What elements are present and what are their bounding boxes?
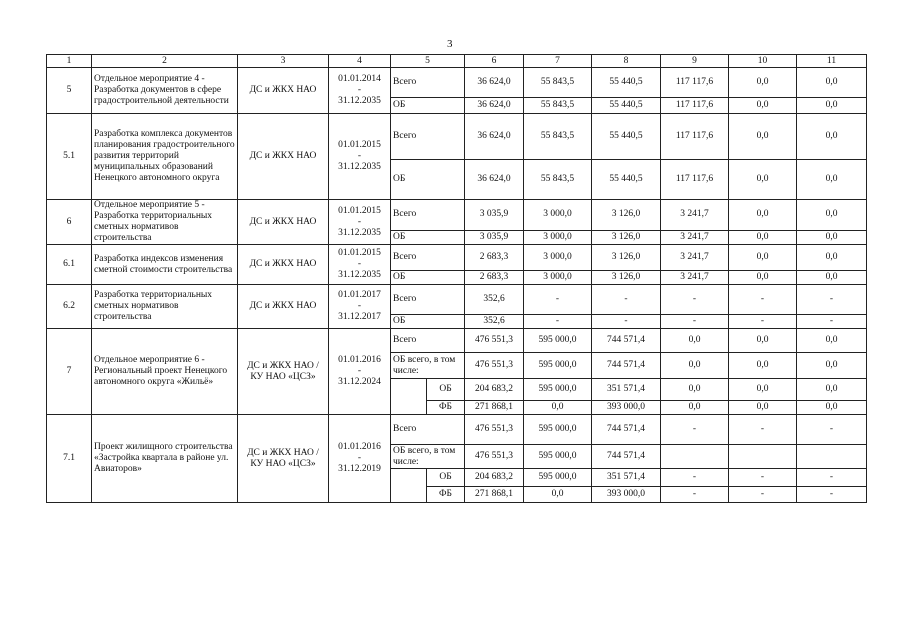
period-end: 31.12.2035	[338, 227, 381, 238]
dash: -	[357, 259, 362, 269]
activity-name: Проект жилищного строительства «Застройка квартала в районе ул. Авиаторов»	[92, 415, 238, 503]
period-cell	[329, 329, 391, 415]
period-cell	[329, 245, 391, 285]
value-cell: 476 551,3	[465, 353, 524, 379]
col-header: 6	[465, 55, 524, 68]
period-cell	[329, 68, 391, 114]
table-row	[47, 245, 867, 271]
value-cell: 55 440,5	[592, 160, 661, 200]
value-cell: 0,0	[797, 271, 867, 285]
col-header: 7	[524, 55, 592, 68]
value-cell: 0,0	[729, 271, 797, 285]
table-row	[47, 329, 867, 353]
value-cell: 595 000,0	[524, 329, 592, 353]
value-cell: 595 000,0	[524, 445, 592, 469]
value-cell: 0,0	[661, 353, 729, 379]
value-cell: 117 117,6	[661, 114, 729, 160]
value-cell: 0,0	[661, 329, 729, 353]
table-row	[47, 114, 867, 160]
value-cell: 3 241,7	[661, 245, 729, 271]
activity-name: Отдельное мероприятие 5 - Разработка территориальных сметных нормативов строительства	[92, 200, 238, 245]
value-cell: -	[729, 415, 797, 445]
value-cell: -	[729, 315, 797, 329]
value-cell: 0,0	[797, 98, 867, 114]
dash: -	[357, 366, 362, 376]
value-cell: 476 551,3	[465, 445, 524, 469]
period-start: 01.01.2015	[338, 140, 381, 150]
dash: -	[357, 301, 362, 311]
funding-type: ОБ	[427, 469, 465, 487]
value-cell: 117 117,6	[661, 160, 729, 200]
value-cell: 0,0	[729, 98, 797, 114]
value-cell: 0,0	[729, 401, 797, 415]
executor: ДС и ЖКХ НАО / КУ НАО «ЦСЗ»	[238, 329, 329, 415]
value-cell: -	[524, 285, 592, 315]
value-cell: -	[592, 315, 661, 329]
funding-type: Всего	[391, 285, 465, 315]
period-cell	[329, 285, 391, 329]
dash: -	[357, 216, 362, 227]
value-cell: 0,0	[729, 200, 797, 231]
col-header: 4	[329, 55, 391, 68]
value-cell: 0,0	[729, 245, 797, 271]
value-cell: 0,0	[729, 68, 797, 98]
funding-type: ФБ	[427, 401, 465, 415]
value-cell: 744 571,4	[592, 353, 661, 379]
value-cell: -	[661, 415, 729, 445]
value-cell: 271 868,1	[465, 401, 524, 415]
dash: -	[357, 85, 362, 95]
funding-type: ФБ	[427, 487, 465, 503]
value-cell: 3 241,7	[661, 200, 729, 231]
funding-type: ОБ	[391, 271, 465, 285]
value-cell: 3 000,0	[524, 271, 592, 285]
col-header: 8	[592, 55, 661, 68]
value-cell: 117 117,6	[661, 68, 729, 98]
indent-cell	[391, 469, 427, 503]
value-cell: 744 571,4	[592, 329, 661, 353]
activity-name: Отдельное мероприятие 4 - Разработка документов в сфере градостроительной деятельности	[92, 68, 238, 114]
value-cell: 351 571,4	[592, 469, 661, 487]
value-cell: -	[729, 469, 797, 487]
value-cell: 3 126,0	[592, 245, 661, 271]
period-end: 31.12.2035	[338, 162, 381, 172]
col-header: 11	[797, 55, 867, 68]
value-cell: -	[524, 315, 592, 329]
value-cell: 0,0	[729, 114, 797, 160]
row-number: 5	[47, 68, 92, 114]
period-cell	[329, 200, 391, 245]
activity-name: Отдельное мероприятие 6 - Региональный проект Ненецкого автономного округа «Жильё»	[92, 329, 238, 415]
col-header: 1	[47, 55, 92, 68]
period-end: 31.12.2019	[338, 464, 381, 474]
value-cell: 36 624,0	[465, 98, 524, 114]
period-start: 01.01.2015	[338, 248, 381, 258]
value-cell: 744 571,4	[592, 445, 661, 469]
value-cell: -	[797, 487, 867, 503]
value-cell: 3 000,0	[524, 245, 592, 271]
activity-name: Разработка комплекса документов планирования градостроительного развития территорий муниципальных образований Ненецкого автономного округа	[92, 114, 238, 200]
value-cell: 595 000,0	[524, 353, 592, 379]
col-header: 5	[391, 55, 465, 68]
value-cell: 3 126,0	[592, 271, 661, 285]
period-cell	[329, 114, 391, 200]
value-cell: 351 571,4	[592, 379, 661, 401]
value-cell: 36 624,0	[465, 160, 524, 200]
period-start: 01.01.2015	[338, 205, 381, 216]
value-cell: 0,0	[729, 353, 797, 379]
value-cell: 55 843,5	[524, 68, 592, 98]
value-cell: 0,0	[797, 160, 867, 200]
value-cell: 2 683,3	[465, 271, 524, 285]
row-number: 6.1	[47, 245, 92, 285]
period-end: 31.12.2035	[338, 96, 381, 106]
value-cell: 0,0	[797, 353, 867, 379]
activity-name: Разработка индексов изменения сметной стоимости строительства	[92, 245, 238, 285]
table-row	[47, 200, 867, 231]
value-cell: 0,0	[797, 230, 867, 244]
period-cell	[329, 415, 391, 503]
funding-type: Всего	[391, 68, 465, 98]
funding-type: ОБ всего, в том числе:	[391, 353, 465, 379]
value-cell: 36 624,0	[465, 68, 524, 98]
table-row	[47, 415, 867, 445]
row-number: 7.1	[47, 415, 92, 503]
value-cell: 117 117,6	[661, 98, 729, 114]
value-cell: 0,0	[729, 329, 797, 353]
value-cell: 3 241,7	[661, 230, 729, 244]
funding-type: Всего	[391, 114, 465, 160]
funding-type: ОБ	[391, 230, 465, 244]
col-header: 2	[92, 55, 238, 68]
value-cell: 595 000,0	[524, 415, 592, 445]
value-cell	[729, 445, 797, 469]
period-end: 31.12.2017	[338, 312, 381, 322]
value-cell: 0,0	[729, 160, 797, 200]
value-cell: 3 000,0	[524, 200, 592, 231]
value-cell: 0,0	[661, 379, 729, 401]
header-row	[47, 55, 867, 68]
executor: ДС и ЖКХ НАО	[238, 285, 329, 329]
value-cell: 476 551,3	[465, 329, 524, 353]
executor: ДС и ЖКХ НАО / КУ НАО «ЦСЗ»	[238, 415, 329, 503]
value-cell: -	[797, 285, 867, 315]
table-row	[47, 68, 867, 98]
value-cell: -	[661, 469, 729, 487]
value-cell: 36 624,0	[465, 114, 524, 160]
value-cell: -	[729, 487, 797, 503]
funding-type: Всего	[391, 415, 465, 445]
value-cell: 3 241,7	[661, 271, 729, 285]
value-cell: 352,6	[465, 285, 524, 315]
period-start: 01.01.2017	[338, 290, 381, 300]
period-start: 01.01.2016	[338, 442, 381, 452]
row-number: 6	[47, 200, 92, 245]
value-cell: 3 126,0	[592, 200, 661, 231]
period-start: 01.01.2016	[338, 355, 381, 365]
value-cell: 595 000,0	[524, 469, 592, 487]
value-cell: 0,0	[797, 200, 867, 231]
value-cell: 352,6	[465, 315, 524, 329]
value-cell: -	[592, 285, 661, 315]
executor: ДС и ЖКХ НАО	[238, 200, 329, 245]
value-cell	[797, 445, 867, 469]
value-cell: 0,0	[797, 245, 867, 271]
value-cell: -	[661, 315, 729, 329]
row-number: 5.1	[47, 114, 92, 200]
value-cell: 204 683,2	[465, 469, 524, 487]
executor: ДС и ЖКХ НАО	[238, 245, 329, 285]
indent-cell	[391, 379, 427, 415]
value-cell	[661, 445, 729, 469]
period-end: 31.12.2035	[338, 270, 381, 280]
value-cell: 55 440,5	[592, 98, 661, 114]
value-cell: 595 000,0	[524, 379, 592, 401]
value-cell: 0,0	[729, 230, 797, 244]
funding-type: ОБ	[391, 315, 465, 329]
value-cell: 204 683,2	[465, 379, 524, 401]
value-cell: -	[797, 469, 867, 487]
value-cell: -	[729, 285, 797, 315]
funding-type: ОБ	[391, 98, 465, 114]
value-cell: 271 868,1	[465, 487, 524, 503]
value-cell: 0,0	[797, 329, 867, 353]
value-cell: 0,0	[524, 401, 592, 415]
value-cell: 55 440,5	[592, 114, 661, 160]
period-end: 31.12.2024	[338, 377, 381, 387]
value-cell: 0,0	[661, 401, 729, 415]
executor: ДС и ЖКХ НАО	[238, 114, 329, 200]
row-number: 7	[47, 329, 92, 415]
funding-type: Всего	[391, 329, 465, 353]
value-cell: 0,0	[797, 379, 867, 401]
value-cell: -	[661, 285, 729, 315]
value-cell: 744 571,4	[592, 415, 661, 445]
value-cell: 3 035,9	[465, 230, 524, 244]
executor: ДС и ЖКХ НАО	[238, 68, 329, 114]
col-header: 3	[238, 55, 329, 68]
value-cell: 393 000,0	[592, 487, 661, 503]
value-cell: 0,0	[797, 401, 867, 415]
value-cell: -	[797, 415, 867, 445]
value-cell: -	[661, 487, 729, 503]
dash: -	[357, 453, 362, 463]
funding-type: Всего	[391, 200, 465, 231]
col-header: 9	[661, 55, 729, 68]
value-cell: 3 035,9	[465, 200, 524, 231]
col-header: 10	[729, 55, 797, 68]
funding-type: ОБ	[391, 160, 465, 200]
budget-table	[46, 54, 867, 503]
value-cell: 55 843,5	[524, 114, 592, 160]
page-number: 3	[447, 38, 453, 50]
funding-type: ОБ	[427, 379, 465, 401]
funding-type: ОБ всего, в том числе:	[391, 445, 465, 469]
value-cell: 476 551,3	[465, 415, 524, 445]
value-cell: 55 843,5	[524, 98, 592, 114]
value-cell: 393 000,0	[592, 401, 661, 415]
value-cell: -	[797, 315, 867, 329]
row-number: 6.2	[47, 285, 92, 329]
value-cell: 55 843,5	[524, 160, 592, 200]
funding-type: Всего	[391, 245, 465, 271]
table-row	[47, 285, 867, 315]
value-cell: 0,0	[797, 114, 867, 160]
value-cell: 3 126,0	[592, 230, 661, 244]
dash: -	[357, 151, 362, 161]
value-cell: 2 683,3	[465, 245, 524, 271]
activity-name: Разработка территориальных сметных нормативов строительства	[92, 285, 238, 329]
period-start: 01.01.2014	[338, 74, 381, 84]
value-cell: 55 440,5	[592, 68, 661, 98]
value-cell: 0,0	[797, 68, 867, 98]
value-cell: 3 000,0	[524, 230, 592, 244]
value-cell: 0,0	[729, 379, 797, 401]
value-cell: 0,0	[524, 487, 592, 503]
